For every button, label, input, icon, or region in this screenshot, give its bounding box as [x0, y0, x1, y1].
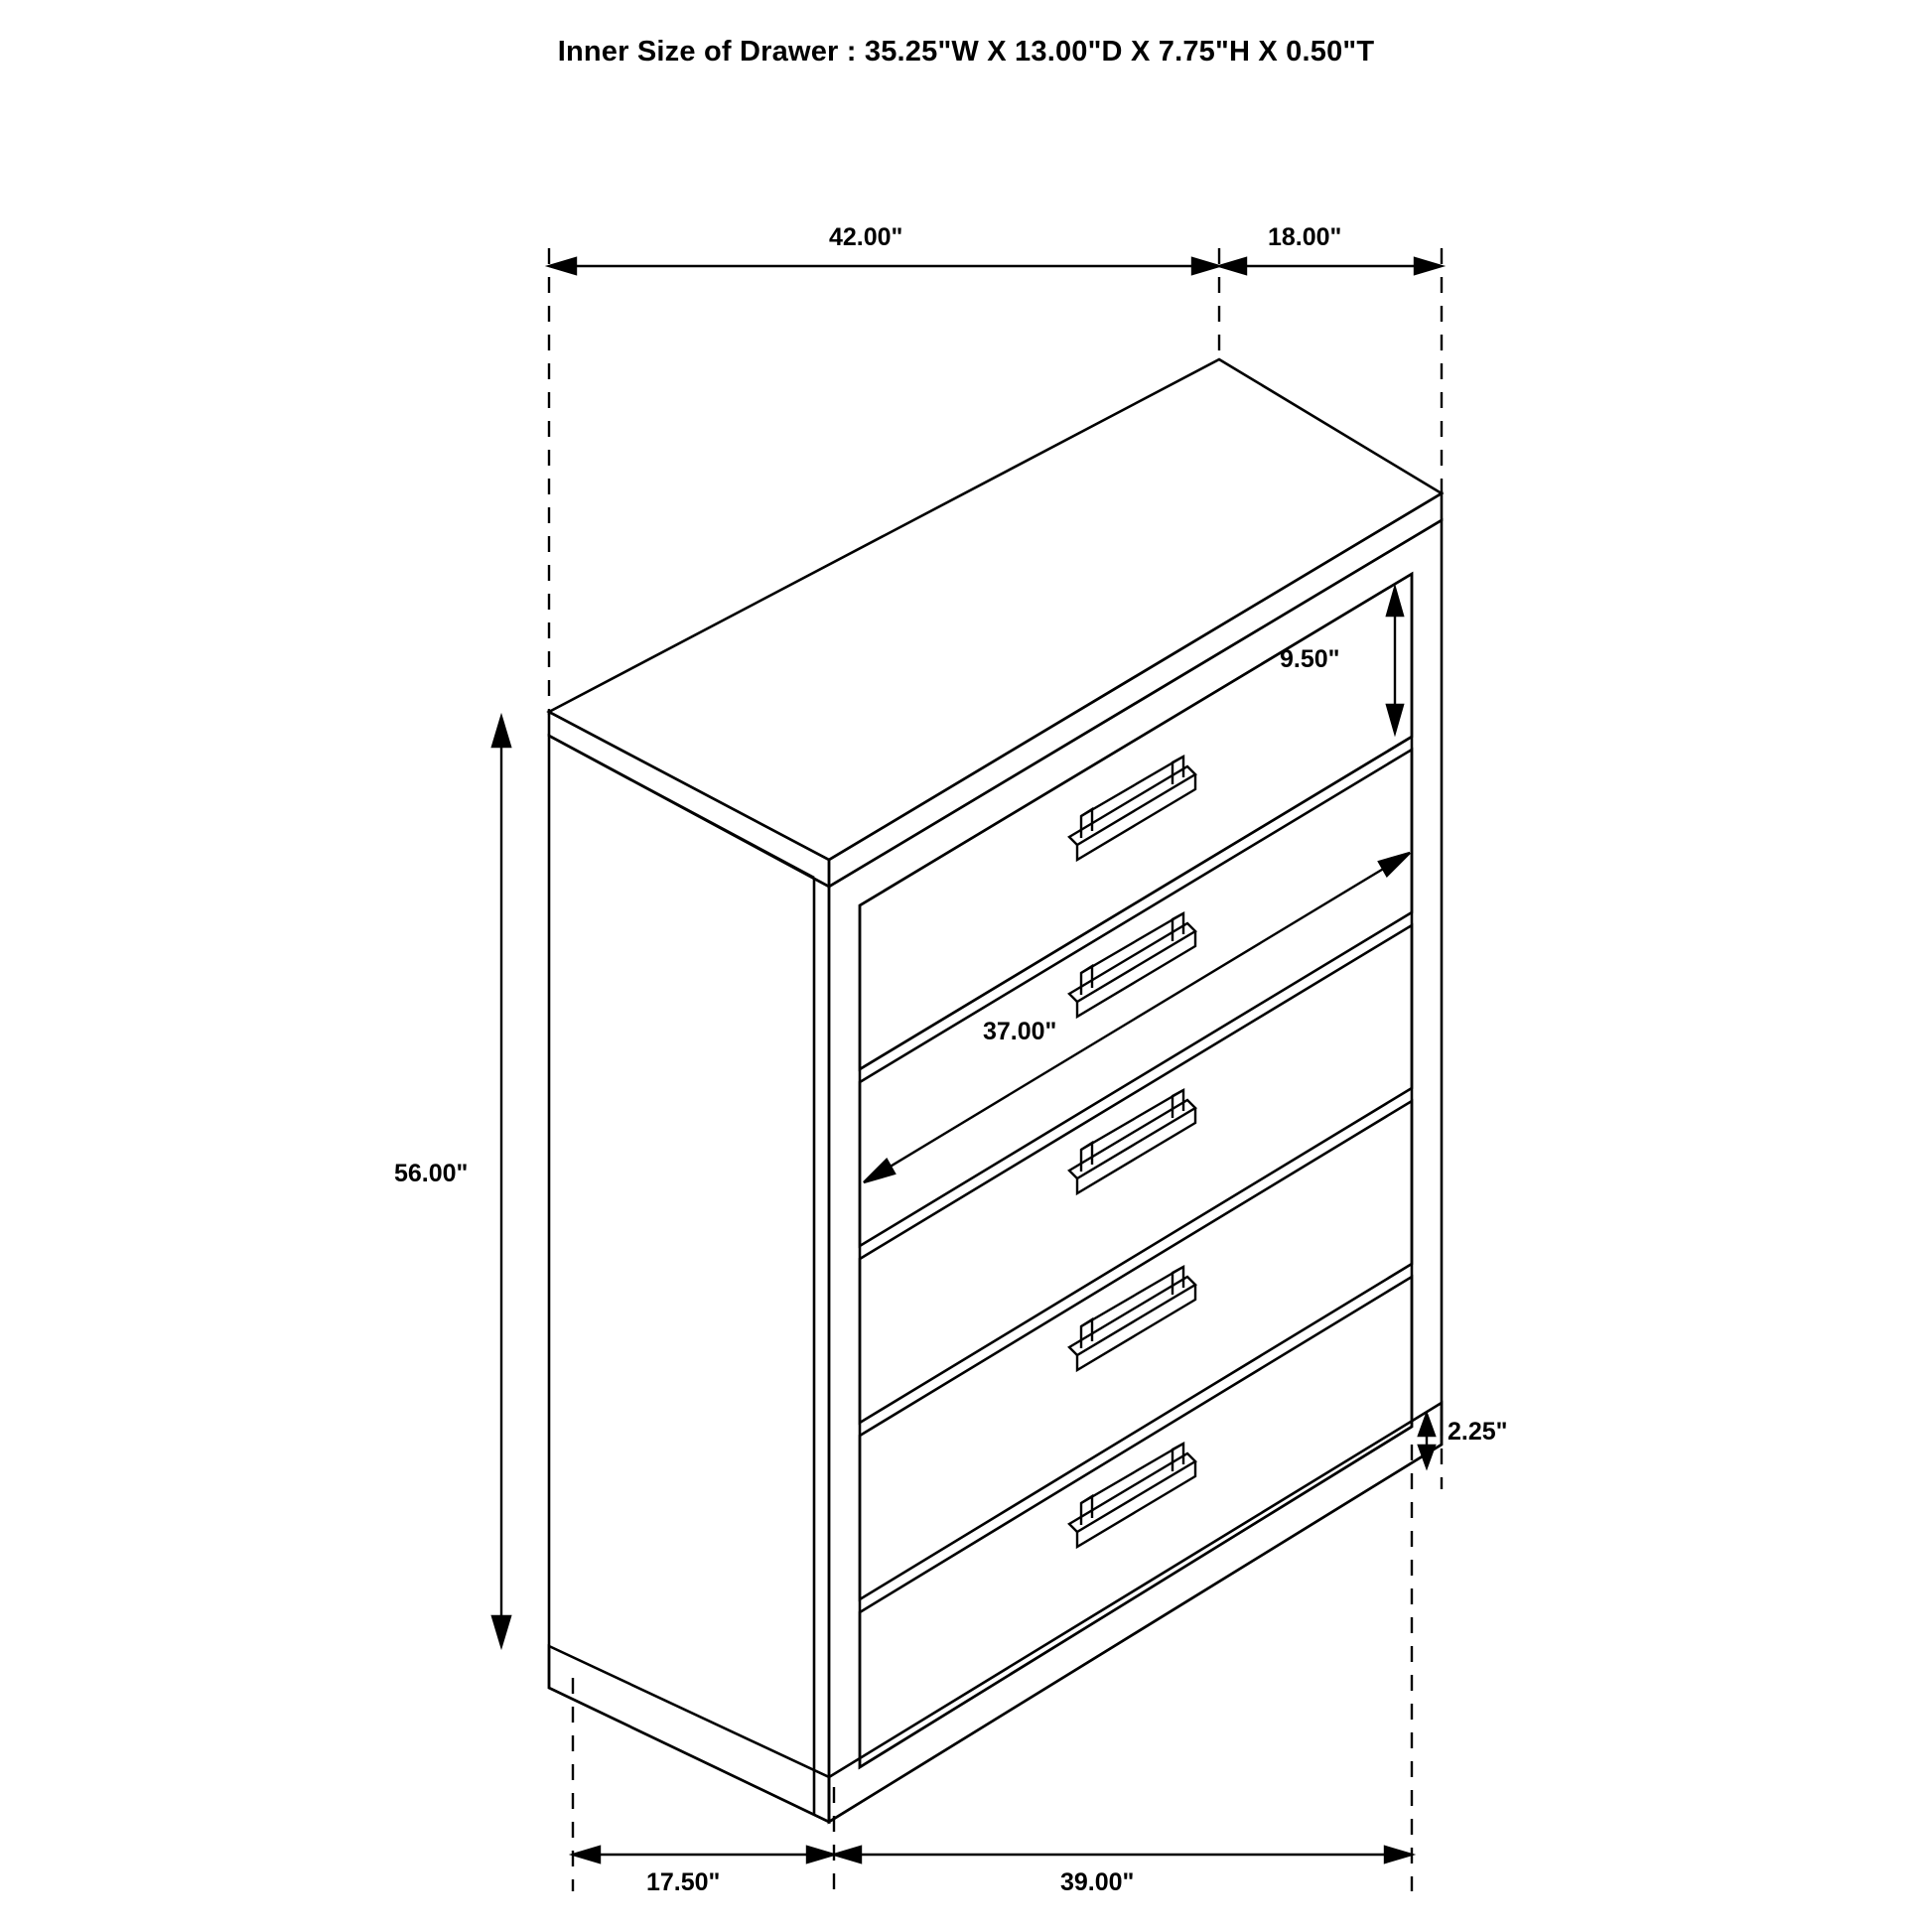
drawer-handles	[1069, 757, 1195, 1547]
page-title: Inner Size of Drawer : 35.25"W X 13.00"D X 7.75"H X 0.50"T	[557, 36, 1375, 68]
extension-lines	[549, 248, 1442, 1891]
dim-base-width: 39.00"	[1060, 1868, 1135, 1896]
dim-top-drawer-height: 9.50"	[1280, 645, 1340, 673]
dim-base-height: 2.25"	[1448, 1418, 1508, 1446]
chest-body	[549, 359, 1442, 1822]
dim-top-width: 42.00"	[829, 223, 903, 251]
dim-base-depth: 17.50"	[646, 1868, 721, 1896]
dim-drawer-front-width: 37.00"	[983, 1018, 1057, 1045]
dim-top-depth: 18.00"	[1268, 223, 1342, 251]
dimension-arrows	[492, 258, 1442, 1863]
dim-overall-height: 56.00"	[394, 1160, 469, 1187]
